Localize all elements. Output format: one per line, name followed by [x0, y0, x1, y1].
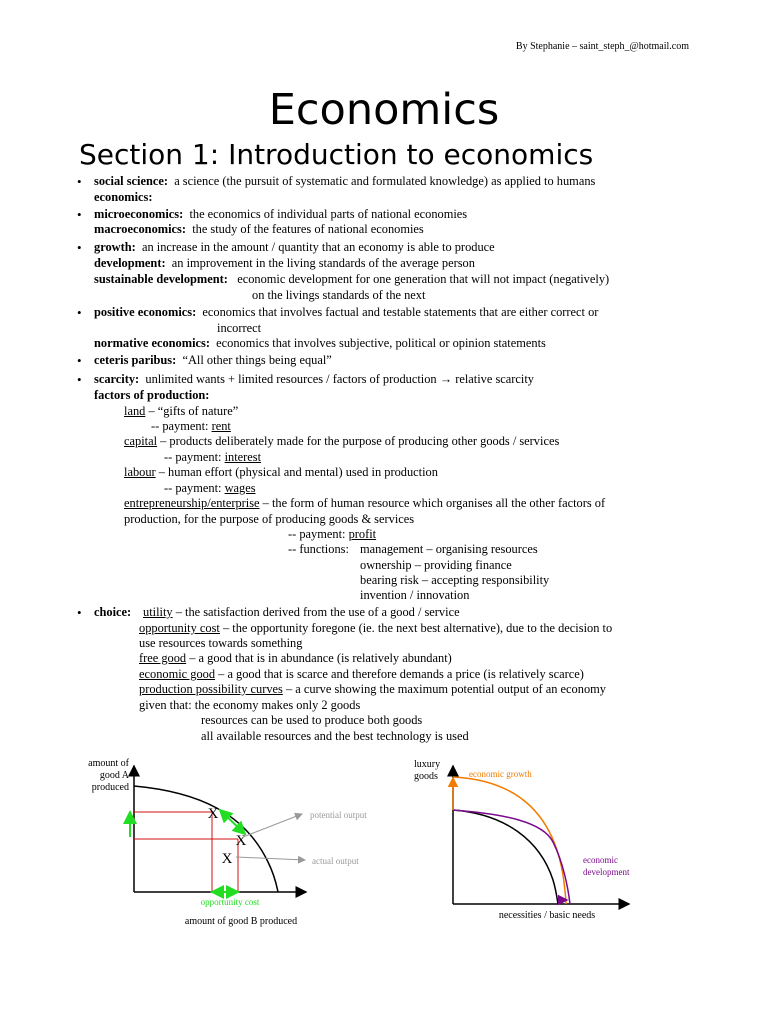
factor-enterprise — [124, 496, 605, 511]
term: positive economics: — [94, 305, 197, 319]
definition-text: – the opportunity foregone (ie. the next best alternative), due to the decision to — [219, 621, 613, 635]
term: production possibility curves — [139, 682, 283, 696]
bullet-icon: • — [77, 605, 82, 620]
def-development — [94, 256, 475, 271]
bullet-icon: • — [77, 353, 82, 368]
def-normative-economics — [94, 336, 546, 351]
def-ppc — [139, 682, 606, 697]
payment-prefix: -- payment: — [288, 527, 346, 541]
factor-capital — [124, 434, 559, 449]
payment-value: rent — [211, 419, 231, 433]
term: social science: — [94, 174, 168, 188]
factor-term: capital — [124, 434, 158, 448]
potential-output-label: potential output — [310, 810, 367, 820]
definition-text: – a good that is in abundance (is relatively abundant) — [186, 651, 452, 665]
definition-text: – the satisfaction derived from the use of a good / service — [172, 605, 460, 619]
def-economics — [94, 190, 153, 205]
ppc-condition: given that: the economy makes only 2 goods — [139, 698, 361, 712]
payment-prefix: -- payment: — [164, 450, 222, 464]
payment-value: wages — [224, 481, 256, 495]
function-item: management – organising resources — [360, 542, 538, 556]
def-microeconomics — [94, 207, 467, 222]
def-sustainable-development — [94, 272, 609, 287]
payment-value: interest — [224, 450, 262, 464]
actual-output-label: actual output — [312, 856, 359, 866]
axis-label-line: good A — [99, 770, 129, 781]
def-free-good — [139, 651, 452, 666]
def-utility — [143, 605, 460, 620]
term: macroeconomics: — [94, 222, 186, 236]
economic-development-label: development — [583, 867, 630, 877]
factor-labour — [124, 465, 438, 480]
factor-text: – products deliberately made for the purpose of producing other goods / services — [157, 434, 560, 448]
def-macroeconomics — [94, 222, 424, 237]
term: development: — [94, 256, 166, 270]
term: choice: — [94, 605, 132, 619]
original-ppc-curve — [453, 810, 558, 904]
def-ceteris-paribus — [94, 353, 332, 368]
term: economics: — [94, 190, 153, 204]
def-sustainable-cont: on the livings standards of the next — [252, 288, 426, 302]
term: ceteris paribus: — [94, 353, 177, 367]
factor-term: land — [124, 404, 146, 418]
function-item: ownership – providing finance — [360, 558, 512, 572]
definition-text: economics that involves subjective, political or opinion statements — [216, 336, 546, 350]
definition-text: the economics of individual parts of national economies — [189, 207, 468, 221]
term: sustainable development: — [94, 272, 228, 286]
function-item: invention / innovation — [360, 588, 470, 602]
payment-capital — [164, 450, 261, 465]
payment-enterprise — [288, 527, 376, 542]
functions-prefix: -- functions: — [288, 542, 349, 556]
factor-text: – the form of human resource which organises all the other factors of — [259, 496, 606, 510]
factor-term: entrepreneurship/enterprise — [124, 496, 260, 510]
factor-land — [124, 404, 238, 419]
definition-text: “All other things being equal” — [182, 353, 332, 367]
x-mark-icon: X — [221, 851, 233, 867]
green-curve-arrow — [220, 810, 245, 834]
opportunity-cost-label: opportunity cost — [200, 897, 260, 907]
def-social-science — [94, 174, 595, 189]
term: free good — [139, 651, 187, 665]
definition-text: – a good that is scarce and therefore demands a price (is relatively scarce) — [215, 667, 584, 681]
definition-text: economics that involves factual and testable statements that are either correct or — [202, 305, 599, 319]
payment-value: profit — [348, 527, 377, 541]
definition-text: unlimited wants + limited resources / factors of production → relative scarcity — [145, 372, 534, 386]
x-mark-icon: X — [235, 833, 247, 849]
term: normative economics: — [94, 336, 210, 350]
definition-text: economic development for one generation that will not impact (negatively) — [237, 272, 610, 286]
section-heading: Section 1: Introduction to economics — [79, 138, 594, 171]
def-economic-good — [139, 667, 584, 682]
factor-text: – human effort (physical and mental) used in production — [155, 465, 438, 479]
payment-land — [151, 419, 231, 434]
definition-text: a science (the pursuit of systematic and formulated knowledge) as applied to humans — [174, 174, 596, 188]
growth-ppc-curve — [453, 777, 566, 904]
bullet-icon: • — [77, 207, 82, 222]
term: factors of production: — [94, 388, 210, 402]
factor-enterprise-cont: production, for the purpose of producing goods & services — [124, 512, 415, 526]
bullet-icon: • — [77, 372, 82, 387]
axis-label-line: amount of — [88, 758, 129, 769]
bullet-icon: • — [77, 174, 82, 189]
y-axis-label — [414, 759, 440, 782]
function-item: bearing risk – accepting responsibility — [360, 573, 550, 587]
axis-label-line: luxury — [414, 759, 441, 770]
payment-labour — [164, 481, 256, 496]
def-opportunity-cost-cont: use resources towards something — [139, 636, 303, 650]
axis-label-line: produced — [91, 782, 129, 793]
economic-development-label: economic — [583, 855, 618, 865]
term: opportunity cost — [139, 621, 220, 635]
actual-output-pointer — [236, 857, 305, 860]
term: microeconomics: — [94, 207, 184, 221]
x-axis-label: necessities / basic needs — [498, 910, 596, 921]
x-axis-label: amount of good B produced — [184, 916, 298, 927]
term: economic good — [139, 667, 216, 681]
definition-text: – a curve showing the maximum potential output of an economy — [282, 682, 606, 696]
author-byline: By Stephanie – saint_steph_@hotmail.com — [515, 41, 689, 52]
y-axis-label — [88, 758, 130, 793]
factor-text: – “gifts of nature” — [145, 404, 239, 418]
definition-text: the study of the features of national economies — [192, 222, 424, 236]
def-scarcity — [94, 372, 534, 387]
choice-term — [94, 605, 131, 620]
growth-development-diagram — [405, 752, 645, 927]
potential-output-pointer — [243, 814, 302, 837]
term: utility — [143, 605, 173, 619]
document-title: Economics — [268, 85, 500, 135]
factor-term: labour — [124, 465, 156, 479]
axis-label-line: goods — [414, 771, 438, 782]
def-opportunity-cost — [139, 621, 612, 636]
bullet-icon: • — [77, 240, 82, 255]
term: scarcity: — [94, 372, 140, 386]
def-positive-cont: incorrect — [217, 321, 262, 335]
ppc-condition: resources can be used to produce both goods — [201, 713, 423, 727]
factors-heading — [94, 388, 209, 403]
bullet-icon: • — [77, 305, 82, 320]
definition-text: an increase in the amount / quantity that an economy is able to produce — [141, 240, 495, 254]
payment-prefix: -- payment: — [164, 481, 222, 495]
term: growth: — [94, 240, 136, 254]
ppc-diagram — [70, 752, 390, 937]
payment-prefix: -- payment: — [151, 419, 209, 433]
def-positive-economics — [94, 305, 598, 320]
ppc-condition: all available resources and the best technology is used — [201, 729, 469, 743]
def-growth — [94, 240, 495, 255]
definition-text: an improvement in the living standards of the average person — [171, 256, 475, 270]
development-ppc-curve — [453, 810, 570, 904]
x-mark-icon: X — [207, 806, 219, 822]
economic-growth-label: economic growth — [469, 769, 532, 779]
